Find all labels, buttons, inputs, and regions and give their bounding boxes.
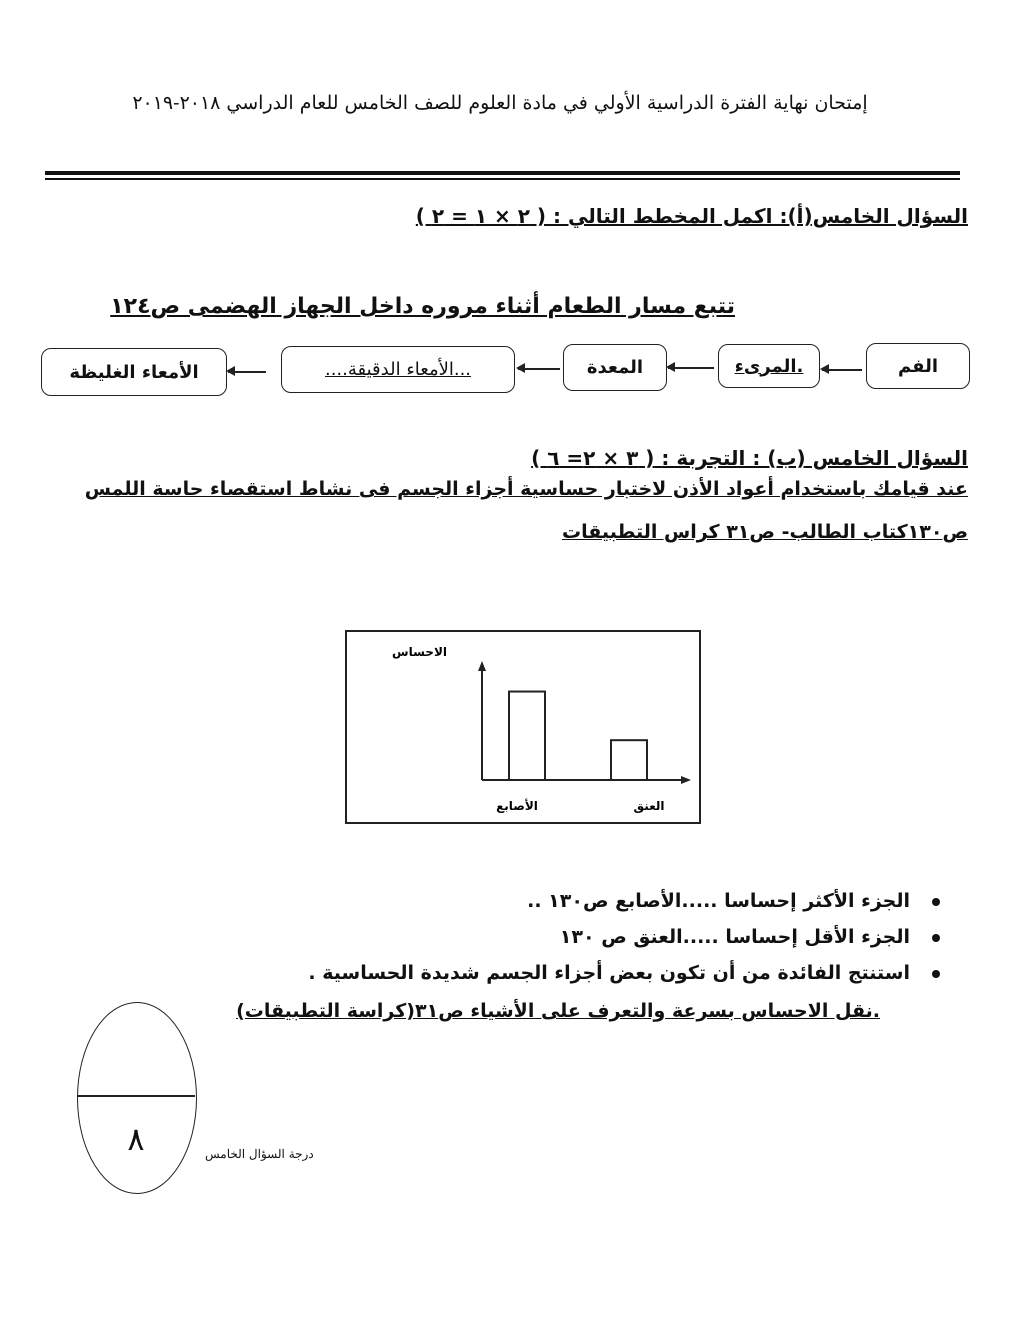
answer-least-sensitive: الجزء الأقل إحساسا .....العنق ص ١٣٠ (559, 926, 910, 948)
flow-box-large-intestine (41, 348, 227, 396)
answer-item (308, 926, 910, 962)
experiment-line-2: ص١٣٠كتاب الطالب- ص٣١ كراس التطبيقات (562, 521, 968, 543)
header-divider-thin (45, 178, 960, 180)
question-b-title: السؤال الخامس (ب) : التجربة : (661, 446, 968, 470)
flow-label-large-intestine: الأمعاء الغليظة (69, 361, 199, 383)
chart-y-label: الاحساس (392, 645, 447, 659)
answer-list (308, 890, 910, 998)
question-a-heading (416, 204, 968, 228)
bullet-icon (932, 934, 940, 942)
chart-x-axis-arrow (681, 776, 691, 784)
chart-y-axis-arrow (478, 661, 486, 671)
flow-arrow-2 (668, 367, 714, 369)
flow-box-mouth (866, 343, 970, 389)
flow-arrow-3 (518, 368, 560, 370)
chart-bar-fingers (509, 692, 545, 780)
sensitivity-chart (345, 630, 701, 824)
answer-conclusion-prompt: استنتج الفائدة من أن تكون بعض أجزاء الجسم شديدة الحساسية . (308, 962, 910, 984)
flow-box-small-intestine (281, 346, 515, 393)
chart-x-tick-label: الأصابع (496, 799, 538, 813)
grade-value: ٨ (127, 1120, 145, 1158)
chart-x-tick-label: العنق (633, 799, 665, 813)
flow-label-small-intestine: ...الأمعاء الدقيقة.... (324, 359, 472, 380)
exam-title: إمتحان نهاية الفترة الدراسية الأولي في مادة العلوم للصف الخامس للعام الدراسي ٢٠١٨-٢٠١٩ (132, 92, 868, 114)
grade-oval (77, 1002, 197, 1194)
header-divider-thick (45, 171, 960, 175)
question-a-marks: ( ٢ × ١ = ٢ ) (415, 204, 547, 228)
chart-bar-neck (611, 740, 647, 780)
grade-oval-divider (77, 1095, 195, 1097)
answer-most-sensitive: الجزء الأكثر إحساسا .....الأصابع ص١٣٠ .. (527, 890, 910, 912)
flow-box-stomach (563, 344, 667, 391)
answer-conclusion: .نقل الاحساس بسرعة والتعرف على الأشياء ص٣١(كراسة التطبيقات) (236, 1000, 880, 1022)
bullet-icon (932, 970, 940, 978)
flow-arrow-1 (822, 369, 862, 371)
grade-label: درجة السؤال الخامس (205, 1147, 314, 1161)
flow-arrow-4 (228, 371, 266, 373)
answer-item (308, 962, 910, 998)
bullet-icon (932, 898, 940, 906)
question-b-heading (531, 446, 968, 470)
question-a-subtitle: تتبع مسار الطعام أثناء مروره داخل الجهاز الهضمى ص١٢٤ (110, 294, 735, 319)
question-a-title: السؤال الخامس(أ): اكمل المخطط التالي : (553, 204, 968, 228)
experiment-line-1: عند قيامك باستخدام أعواد الأذن لاختبار حساسية أجزاء الجسم فى نشاط استقصاء حاسة اللمس (84, 478, 968, 500)
flow-label-mouth: الفم (898, 355, 938, 377)
flow-label-stomach: المعدة (586, 357, 644, 378)
answer-item (308, 890, 910, 926)
flow-label-esophagus: .المرىء (734, 355, 804, 377)
chart-svg (347, 632, 699, 822)
question-b-marks: ( ٣ × ٢= ٦ ) (531, 446, 655, 470)
flow-box-esophagus (718, 344, 820, 388)
